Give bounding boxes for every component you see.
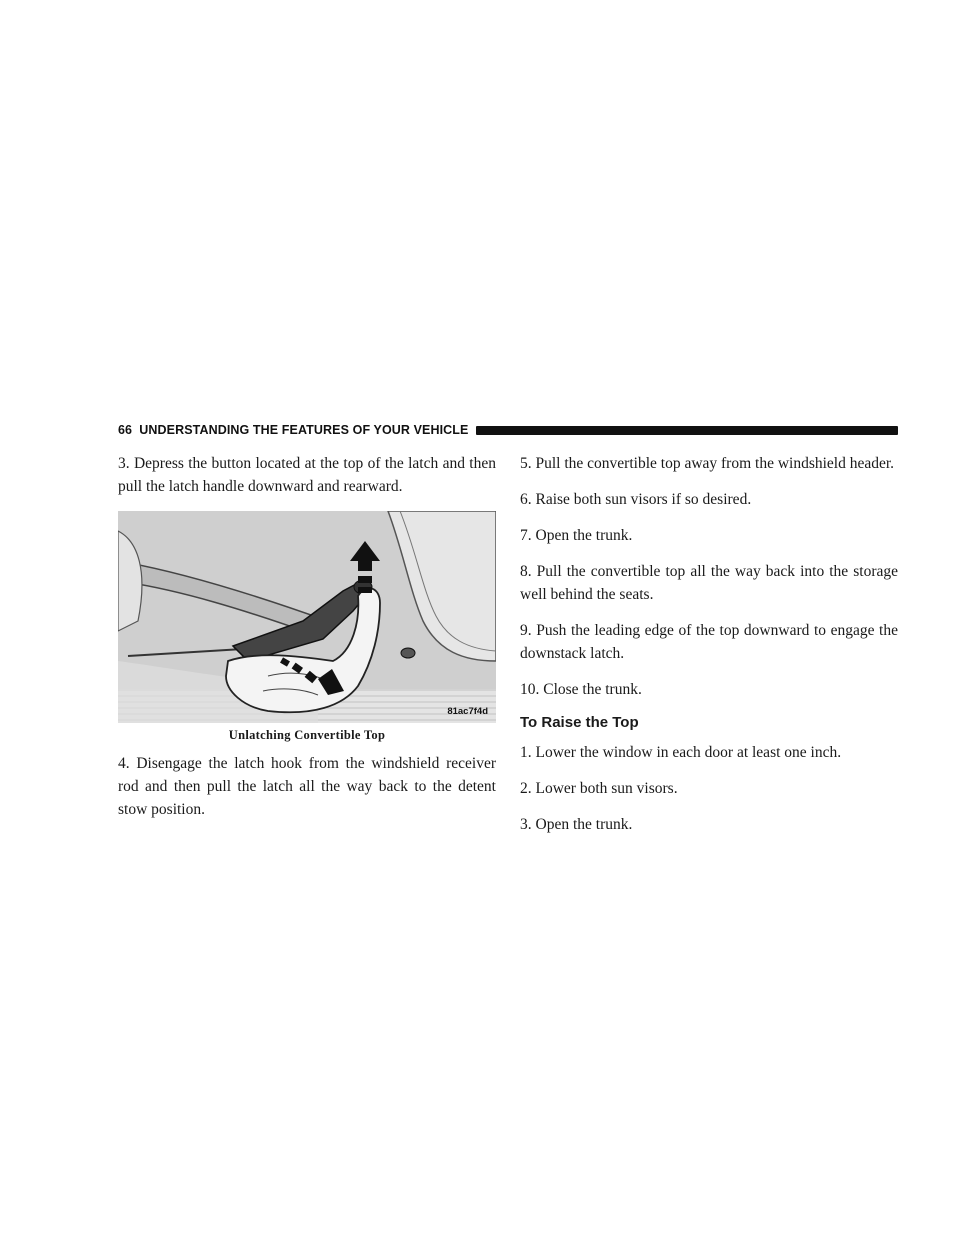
header-rule [476, 426, 898, 435]
unlatching-illustration [118, 511, 496, 723]
page-number: 66 [118, 423, 133, 437]
figure-caption: Unlatching Convertible Top [228, 728, 386, 742]
page-header [118, 421, 898, 439]
raise-step-1-text: 1. Lower the window in each door at least one inch. [520, 744, 842, 761]
chapter-title: UNDERSTANDING THE FEATURES OF YOUR VEHICLE [139, 423, 469, 437]
latch-hand-drawing [118, 511, 496, 723]
page-header-text [118, 423, 468, 437]
step-4-text: 4. Disengage the latch hook from the windshield receiver rod and then pull the latch all the way back to the detent stow position. [118, 755, 496, 818]
raise-step-3-text: 3. Open the trunk. [520, 816, 633, 833]
step-6-text: 6. Raise both sun visors if so desired. [520, 491, 752, 508]
step-8-text: 8. Pull the convertible top all the way back into the storage well behind the seats. [520, 563, 898, 603]
section-heading-raise-top: To Raise the Top [520, 714, 639, 731]
raise-step-2-text: 2. Lower both sun visors. [520, 780, 678, 797]
step-7-text: 7. Open the trunk. [520, 527, 633, 544]
step-10-text: 10. Close the trunk. [520, 681, 642, 698]
step-5-text: 5. Pull the convertible top away from the windshield header. [520, 455, 895, 472]
right-column [520, 452, 898, 849]
left-column [118, 452, 496, 834]
step-9-text: 9. Push the leading edge of the top downward to engage the downstack latch. [520, 622, 898, 662]
figure-code: 81ac7f4d [447, 706, 488, 717]
step-3-text: 3. Depress the button located at the top of the latch and then pull the latch handle downward and rearward. [118, 455, 496, 495]
